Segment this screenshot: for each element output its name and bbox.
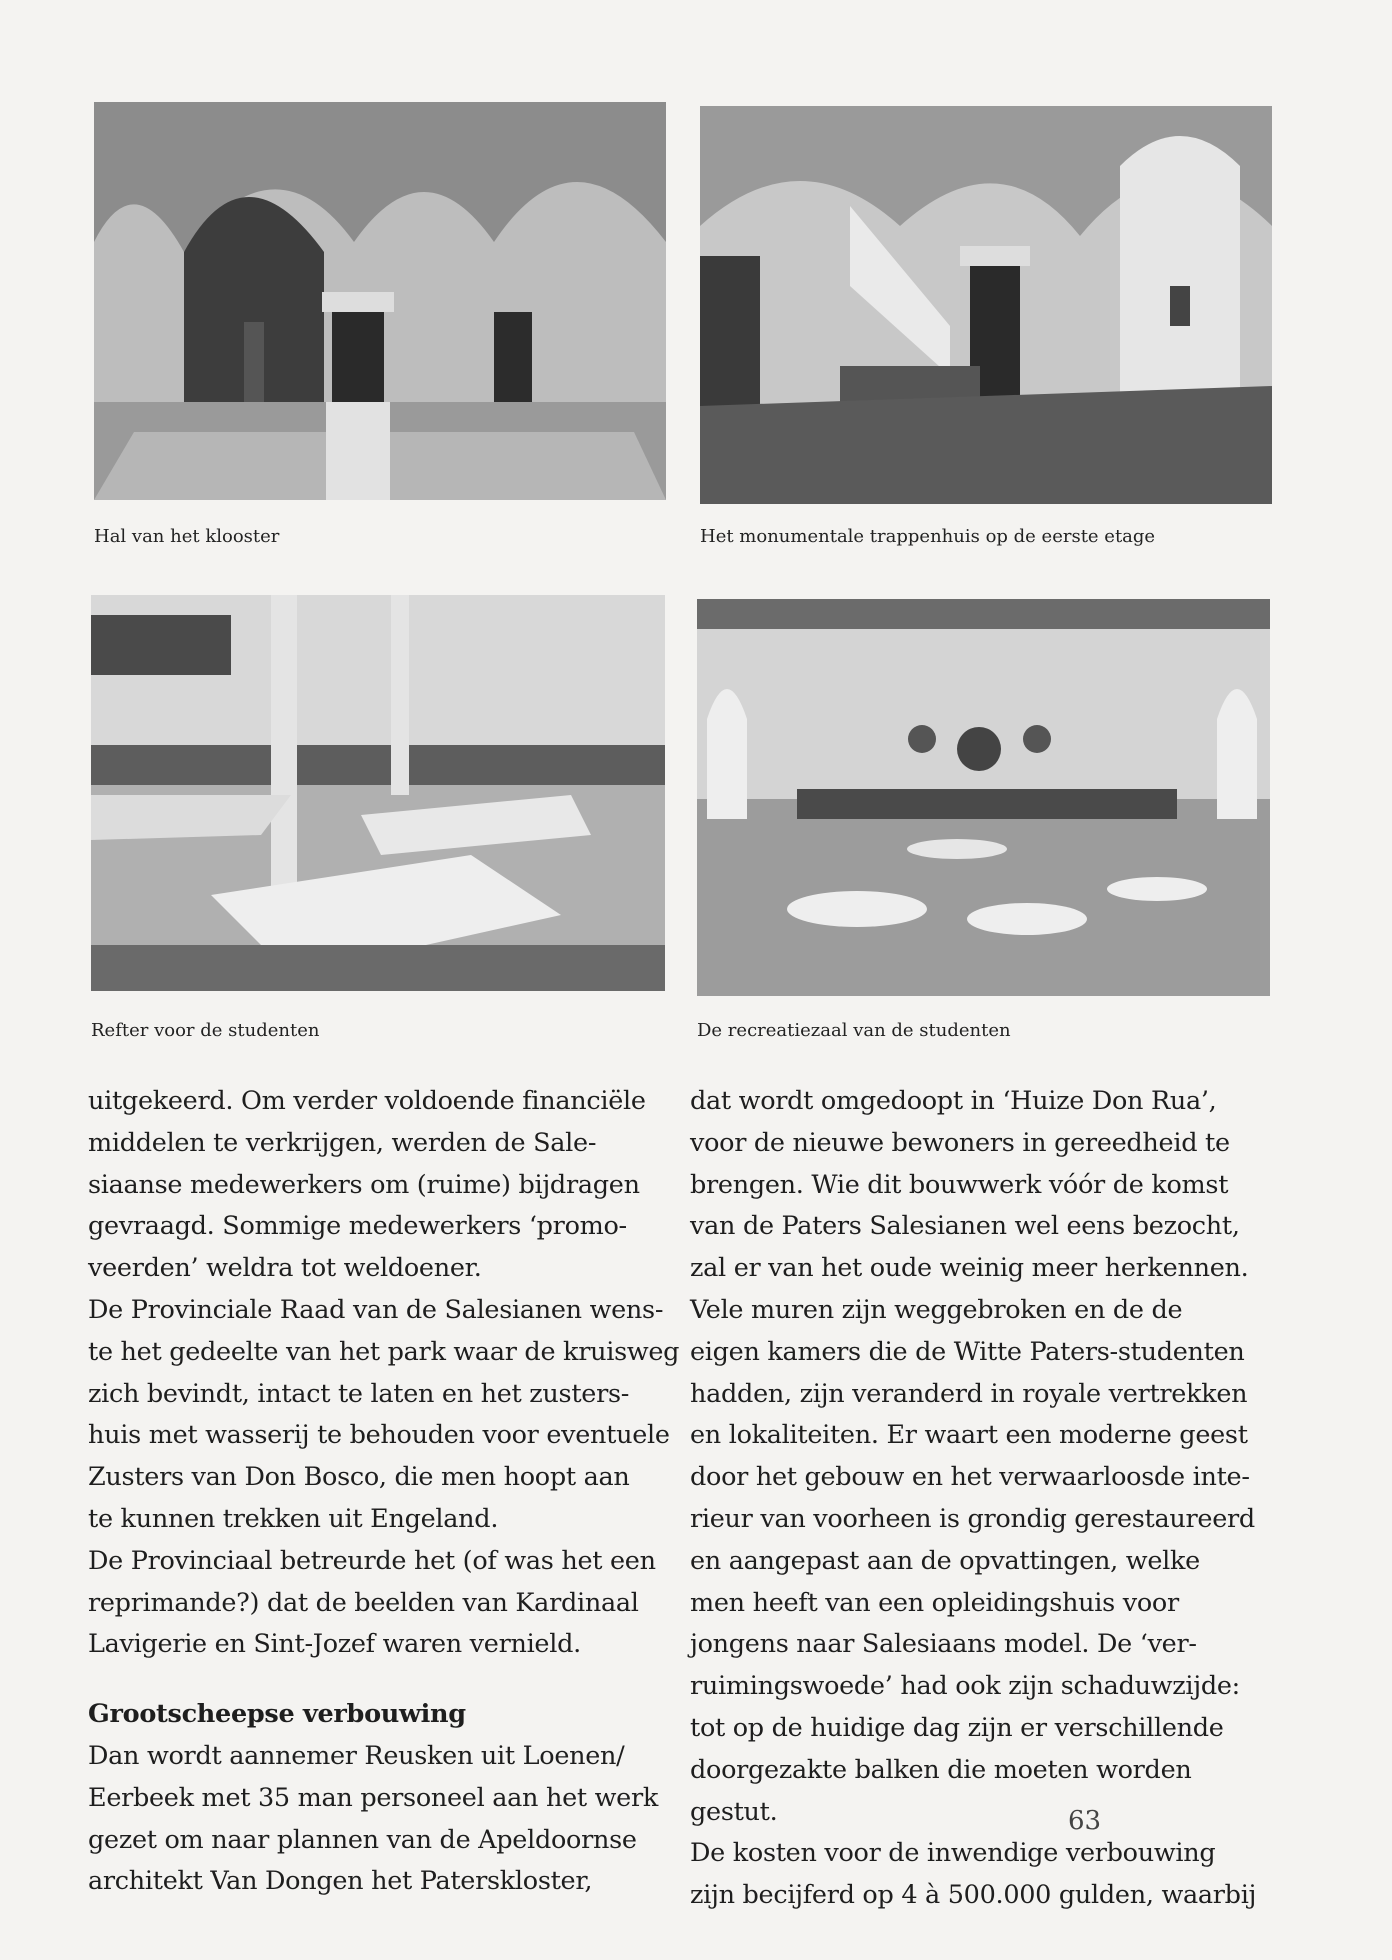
text-line: hadden, zijn veranderd in royale vertrekken xyxy=(690,1378,1248,1409)
paragraph xyxy=(88,1541,658,1666)
text-line: middelen te verkrijgen, werden de Sale- xyxy=(88,1127,597,1158)
photo-hall xyxy=(94,102,666,500)
text-line: huis met wasserij te behouden voor eventuele xyxy=(88,1420,670,1451)
text-line: voor de nieuwe bewoners in gereedheid te xyxy=(690,1127,1230,1158)
text-line: De Provinciaal betreurde het (of was het een xyxy=(88,1545,656,1576)
text-line: en aangepast aan de opvattingen, welke xyxy=(690,1545,1200,1576)
text-line: te kunnen trekken uit Engeland. xyxy=(88,1503,499,1534)
text-line: gevraagd. Sommige medewerkers ‘promo- xyxy=(88,1211,627,1242)
paragraph xyxy=(690,1833,1260,1917)
text-line: uitgekeerd. Om verder voldoende financiële xyxy=(88,1086,646,1116)
text-line: Lavigerie en Sint-Jozef waren vernield. xyxy=(88,1629,581,1660)
text-line: gestut. xyxy=(690,1796,778,1827)
text-line: Eerbeek met 35 man personeel aan het werk xyxy=(88,1782,659,1813)
photo-caption: De recreatiezaal van de studenten xyxy=(697,1020,1011,1041)
text-line: tot op de huidige dag zijn er verschillende xyxy=(690,1712,1224,1743)
text-line: eigen kamers die de Witte Paters-studenten xyxy=(690,1336,1245,1367)
text-line: jongens naar Salesiaans model. De ‘ver- xyxy=(690,1629,1197,1660)
paragraph xyxy=(88,1081,658,1290)
paragraph xyxy=(690,1081,1260,1833)
photo-staircase xyxy=(700,106,1272,504)
photo-refectory xyxy=(91,595,665,991)
text-line: doorgezakte balken die moeten worden xyxy=(690,1754,1192,1785)
text-line: zal er van het oude weinig meer herkennen. xyxy=(690,1253,1249,1284)
page-number: 63 xyxy=(1068,1806,1102,1836)
text-line: reprimande?) dat de beelden van Kardinaal xyxy=(88,1587,639,1618)
text-line: van de Paters Salesianen wel eens bezocht, xyxy=(690,1211,1240,1242)
photo-caption: Refter voor de studenten xyxy=(91,1020,320,1041)
text-line: veerden’ weldra tot weldoener. xyxy=(88,1253,482,1284)
paragraph xyxy=(88,1736,658,1903)
paragraph xyxy=(88,1290,680,1541)
section-heading: Grootscheepse verbouwing xyxy=(88,1699,466,1730)
photo-caption: Hal van het klooster xyxy=(94,526,280,547)
text-line: brengen. Wie dit bouwwerk vóór de komst xyxy=(690,1169,1229,1200)
left-column xyxy=(88,1081,680,1903)
text-line: ruimingswoede’ had ook zijn schaduwzijde: xyxy=(690,1671,1240,1702)
text-line: De Provinciale Raad van de Salesianen wens- xyxy=(88,1294,664,1325)
text-line: siaanse medewerkers om (ruime) bijdragen xyxy=(88,1169,640,1200)
photo-caption: Het monumentale trappenhuis op de eerste etage xyxy=(700,526,1156,547)
text-line: zich bevindt, intact te laten en het zusters- xyxy=(88,1378,630,1409)
text-line: zijn becijferd op 4 à 500.000 gulden, waarbij xyxy=(690,1880,1257,1911)
text-line: door het gebouw en het verwaarloosde inte- xyxy=(690,1462,1250,1493)
text-line: Dan wordt aannemer Reusken uit Loenen/ xyxy=(88,1740,625,1771)
text-line: Zusters van Don Bosco, die men hoopt aan xyxy=(88,1462,630,1493)
text-line: men heeft van een opleidingshuis voor xyxy=(690,1587,1179,1618)
text-line: dat wordt omgedoopt in ‘Huize Don Rua’, xyxy=(690,1086,1217,1116)
text-line: Vele muren zijn weggebroken en de de xyxy=(690,1294,1183,1325)
text-line: en lokaliteiten. Er waart een moderne geest xyxy=(690,1420,1248,1451)
text-line: gezet om naar plannen van de Apeldoornse xyxy=(88,1824,637,1855)
photo-recreation-hall xyxy=(697,599,1270,996)
right-column xyxy=(690,1081,1260,1917)
text-line: architekt Van Dongen het Paterskloster, xyxy=(88,1866,593,1897)
text-line: De kosten voor de inwendige verbouwing xyxy=(690,1838,1216,1869)
text-line: rieur van voorheen is grondig gerestaureerd xyxy=(690,1503,1255,1534)
text-line: te het gedeelte van het park waar de kruisweg xyxy=(88,1336,680,1367)
